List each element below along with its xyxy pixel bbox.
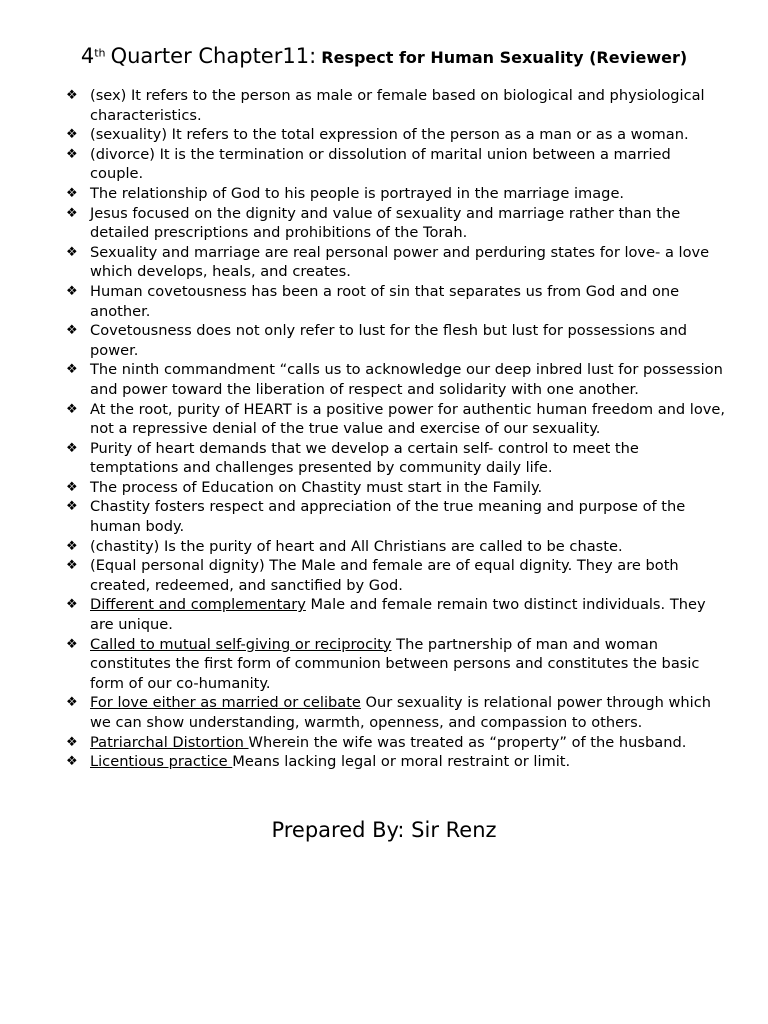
reviewer-list [66, 86, 726, 772]
diamond-bullet-icon: ❖ [66, 597, 78, 613]
item-text: The ninth commandment “calls us to acknowledge our deep inbred lust for possession and power toward the liberation of respect and solidarity with one another. [90, 361, 723, 398]
item-term: Patriarchal Distortion [90, 733, 249, 751]
item-text: (sexuality) It refers to the total expression of the person as a man or as a woman. [90, 126, 689, 144]
item-text: Wherein the wife was treated as “property” of the husband. [248, 733, 687, 751]
list-item [66, 595, 726, 634]
item-text: Covetousness does not only refer to lust for the flesh but lust for possessions and power. [90, 322, 688, 359]
diamond-bullet-icon: ❖ [66, 499, 78, 515]
item-text: The process of Education on Chastity must start in the Family. [90, 478, 543, 496]
list-item [66, 733, 726, 753]
diamond-bullet-icon: ❖ [66, 440, 78, 456]
diamond-bullet-icon: ❖ [66, 479, 78, 495]
list-item [66, 145, 726, 184]
item-text: Human covetousness has been a root of sin that separates us from God and one another. [90, 282, 680, 320]
item-text: Means lacking legal or moral restraint or limit. [232, 753, 571, 771]
item-text: Our sexuality is relational power through which we can show understanding, warmth, openness, and compassion to others. [90, 694, 711, 731]
diamond-bullet-icon: ❖ [66, 362, 78, 378]
title-superscript: th [94, 46, 106, 60]
diamond-bullet-icon: ❖ [66, 734, 78, 750]
item-text: At the root, purity of HEART is a positive power for authentic human freedom and love, not a repressive denial of the true value and exercise of our sexuality. [90, 400, 726, 438]
item-text: Male and female remain two distinct individuals. They are unique. [90, 596, 706, 634]
item-text: Chastity fosters respect and appreciation of the true meaning and purpose of the human body. [90, 498, 686, 536]
item-text: (chastity) Is the purity of heart and All Christians are called to be chaste. [90, 537, 623, 555]
list-item [66, 537, 726, 557]
list-item [66, 243, 726, 282]
diamond-bullet-icon: ❖ [66, 205, 78, 221]
list-item [66, 125, 726, 145]
list-item [66, 400, 726, 439]
title-subtitle: Respect for Human Sexuality (Reviewer) [321, 48, 688, 67]
item-text: (divorce) It is the termination or dissolution of marital union between a married couple. [90, 145, 671, 183]
diamond-bullet-icon: ❖ [66, 283, 78, 299]
item-term: Called to mutual self-giving or reciprocity [90, 635, 392, 653]
diamond-bullet-icon: ❖ [66, 636, 78, 652]
item-term: Licentious practice [90, 753, 233, 771]
diamond-bullet-icon: ❖ [66, 88, 78, 103]
item-text: Jesus focused on the dignity and value of sexuality and marriage rather than the detailed prescriptions and prohibitions of the Torah. [90, 204, 681, 242]
prepared-by: Prepared By: Sir Renz [271, 818, 497, 842]
list-item [66, 556, 726, 595]
title-number: 4 [80, 44, 95, 68]
list-item [66, 204, 726, 243]
diamond-bullet-icon: ❖ [66, 244, 78, 260]
item-text: (sex) It refers to the person as male or female based on biological and physiological characteristics. [90, 87, 705, 124]
list-item [66, 360, 726, 399]
diamond-bullet-icon: ❖ [66, 401, 78, 417]
diamond-bullet-icon: ❖ [66, 538, 78, 554]
list-item [66, 752, 726, 772]
list-item [66, 282, 726, 321]
list-item [66, 184, 726, 204]
item-text: Purity of heart demands that we develop a certain self- control to meet the temptations and challenges presented by community daily life. [90, 439, 639, 477]
diamond-bullet-icon: ❖ [66, 695, 78, 711]
diamond-bullet-icon: ❖ [66, 146, 78, 162]
diamond-bullet-icon: ❖ [66, 127, 78, 143]
item-term: Different and complementary [90, 596, 306, 614]
diamond-bullet-icon: ❖ [66, 185, 78, 201]
item-text: The partnership of man and woman constitutes the first form of communion between persons and constitutes the basic form of our co-humanity. [90, 635, 700, 692]
diamond-bullet-icon: ❖ [66, 323, 78, 339]
item-term: For love either as married or celibate [90, 694, 361, 712]
list-item [66, 693, 726, 732]
item-text: Sexuality and marriage are real personal power and perduring states for love- a love which develops, heals, and creates. [90, 243, 710, 281]
list-item [66, 635, 726, 694]
list-item [66, 86, 726, 125]
diamond-bullet-icon: ❖ [66, 754, 78, 770]
list-item [66, 439, 726, 478]
list-item [66, 478, 726, 498]
list-item [66, 497, 726, 536]
diamond-bullet-icon: ❖ [66, 558, 78, 574]
item-text: The relationship of God to his people is portrayed in the marriage image. [90, 184, 625, 202]
item-text: (Equal personal dignity) The Male and female are of equal dignity. They are both created, redeemed, and sanctified by God. [90, 557, 679, 594]
list-item [66, 321, 726, 360]
page-title [0, 44, 768, 68]
title-main: Quarter Chapter11: [110, 44, 317, 68]
